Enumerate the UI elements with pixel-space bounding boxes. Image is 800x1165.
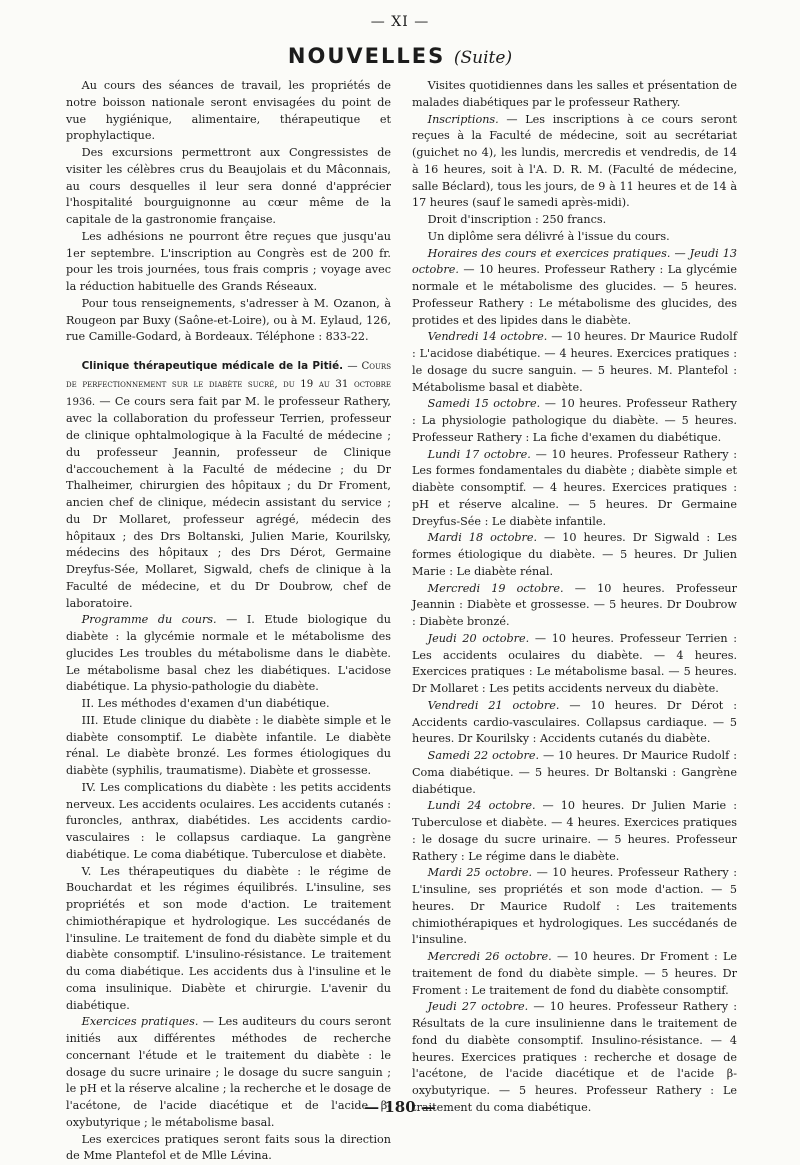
paragraph-diplome: Un diplôme sera délivré à l'issue du cours. [412,229,737,246]
running-head: — XI — [0,14,800,30]
inscriptions-text: — Les inscriptions à ce cours seront reçues à la Faculté de médecine, soit au secrétariat (guichet no 4), les lundis, mercredis et vendredis, de 14 à 16 heures, soit à l'A. D. R. M. (Faculté de médecine, salle Béclard), tous les jours, de 9 à 11 heures et de 14 à 17 heures (sauf le samedi après-midi). [412,113,737,210]
schedule-entry [412,748,737,798]
schedule-date: Mardi 18 octobre. [428,531,537,544]
schedule-text: — 10 heures. Dr Sigwald : Les formes étiologique du diabète. — 5 heures. Dr Julien Marie : Le diabète rénal. [412,531,737,578]
schedule-text: — 10 heures. Professeur Rathery : La physiologie pathologique du diabète. — 5 heures. Professeur Rathery : La fiche d'examen du diabétique. [412,397,737,444]
schedule-date: Samedi 15 octobre. [428,397,541,410]
schedule-date: Mardi 25 octobre. [428,866,532,879]
page-title [0,44,800,68]
paragraph-clinique [66,358,391,612]
paragraph-visites: Visites quotidiennes dans les salles et présentation de malades diabétiques par le professeur Rathery. [412,78,737,112]
schedule-text: — 10 heures. Professeur Terrien : Les accidents oculaires du diabète. — 4 heures. Exercices pratiques : Le métabolisme basal. — 5 heures. Dr Mollaret : Les petits accidents nerveux du diabète. [412,632,737,695]
schedule-entry [412,798,737,865]
exercices-text: — Les auditeurs du cours seront initiés aux différentes méthodes de recherche concernant l'étude et le traitement du diabète : le dosage du sucre urinaire ; le dosage du sucre sanguin ; le pH et la réserve alcaline ; la recherche et le dosage de l'acétone, de l'acide diacétique et de l'acide β-oxybutyrique ; le métabolisme basal. [66,1015,391,1129]
schedule-entry [412,698,737,748]
schedule-entry [412,447,737,531]
paragraph-boisson: Au cours des séances de travail, les propriétés de notre boisson nationale seront envisagées du point de vue hygiénique, alimentaire, thérapeutique et prophylactique. [66,78,391,145]
schedule-text: — 10 heures. Professeur Jeannin : Diabète et grossesse. — 5 heures. Dr Doubrow : Diabète bronzé. [412,582,737,629]
right-column [412,78,737,1117]
programme-item-v: V. Les thérapeutiques du diabète : le régime de Bouchardat et les régimes équilibrés. L'insuline, ses propriétés et son mode d'action. Le traitement chimiothérapique et hydrologique. Les succédanés de l'insuline. Le traitement de fond du diabète simple et du diabète consomptif. L'insulino-résistance. Le traitement du coma diabétique. Les accidents dus à l'insuline et le coma insulinique. Diabète et chirurgie. L'avenir du diabétique. [66,864,391,1015]
inscriptions-label: Inscriptions. [428,113,499,126]
schedule-entry [412,581,737,631]
programme-text: — I. Etude biologique du diabète : la glycémie normale et le métabolisme des glucides Les troubles du métabolisme dans le diabète. Le métabolisme basal chez les diabétiques. L'acidose diabétique. La physio-pathologie du diabète. [66,613,391,693]
programme-label: Programme du cours. [82,613,217,626]
horaires-label: Horaires des cours et exercices pratiques. — Jeudi 13 octobre. [412,247,737,277]
paragraph-adhesions: Les adhésions ne pourront être reçues que jusqu'au 1er septembre. L'inscription au Congrès est de 200 fr. pour les trois journées, tous frais compris ; voyage avec la réduction habituelle des Grands Réseaux. [66,229,391,296]
schedule-text: — 10 heures. Professeur Rathery : L'insuline, ses propriétés et son mode d'action. — 5 heures. Dr Maurice Rudolf : Les traitements chimiothérapiques et hydrologiques. Les succédanés de l'insuline. [412,866,737,946]
schedule-entry [412,631,737,698]
schedule-entry [412,329,737,396]
schedule-entry [412,865,737,949]
schedule-entry [412,949,737,999]
schedule-date: Mercredi 26 octobre. [428,950,552,963]
schedule-text: — 10 heures. Professeur Rathery : Résultats de la cure insulinienne dans le traitement de fond du diabète consomptif. Insulino-résistance. — 4 heures. Exercices pratiques : recherche et dosage de l'acétone, de l'acide diacétique et de l'acide β-oxybutyrique. — 5 heures. Professeur Rathery : Le traitement du coma diabétique. [412,1000,737,1114]
schedule-text: — 10 heures. Dr Maurice Rudolf : Coma diabétique. — 5 heures. Dr Boltanski : Gangrène diabétique. [412,749,737,796]
section-title-suffix: (Suite) [454,48,512,68]
schedule-text: — 10 heures. Dr Maurice Rudolf : L'acidose diabétique. — 4 heures. Exercices pratiques : le dosage du sucre sanguin. — 5 heures. M. Plantefol : Métabolisme basal et diabète. [412,330,737,393]
schedule-date: Vendredi 21 octobre. [428,699,560,712]
paragraph-droit: Droit d'inscription : 250 francs. [412,212,737,229]
section-title: NOUVELLES [288,44,445,68]
paragraph-inscriptions [412,112,737,213]
programme-item-iv: IV. Les complications du diabète : les petits accidents nerveux. Les accidents oculaires. Les accidents cutanés : furoncles, anthrax, diabétides. Les accidents cardio-vasculaires : le collapsus cardiaque. La gangrène diabétique. Le coma diabétique. Tuberculose et diabète. [66,780,391,864]
schedule-date: Lundi 24 octobre. [428,799,536,812]
clinique-heading: Clinique thérapeutique médicale de la Pitié. [82,360,343,372]
horaires-text: — 10 heures. Professeur Rathery : La glycémie normale et le métabolisme des glucides. — 5 heures. Professeur Rathery : Le métabolisme des glucides, des protides et des lipides dans le diabète. [412,263,737,326]
clinique-course-title: — Cours de perfectionnement sur le diabète sucré, du 19 au 31 octobre 1936. [66,361,391,408]
schedule-text: — 10 heures. Dr Dérot : Accidents cardio-vasculaires. Collapsus cardiaque. — 5 heures. Dr Kourilsky : Accidents cutanés du diabète. [412,699,737,746]
schedule-date: Samedi 22 octobre. [428,749,539,762]
exercices-label: Exercices pratiques. [82,1015,199,1028]
schedule-text: — 10 heures. Dr Julien Marie : Tuberculose et diabète. — 4 heures. Exercices pratiques : le dosage du sucre urinaire. — 5 heures. Professeur Rathery : Le régime dans le diabète. [412,799,737,862]
paragraph-programme [66,612,391,696]
paragraph-renseignements: Pour tous renseignements, s'adresser à M. Ozanon, à Rougeon par Buxy (Saône-et-Loire), ou à M. Eylaud, 126, rue Camille-Godard, à Bordeaux. Téléphone : 833-22. [66,296,391,346]
schedule-entry [412,396,737,446]
paragraph-horaires [412,246,737,330]
clinique-text: — Ce cours sera fait par M. le professeur Rathery, avec la collaboration du professeur Terrien, professeur de clinique ophtalmologique à la Faculté de médecine ; du professeur Jeannin, professeur de Clinique d'accouchement à la Faculté de médecine ; du Dr Thalheimer, chirurgien des hôpitaux ; du Dr Froment, ancien chef de clinique, médecin assistant du service ; du Dr Mollaret, professeur agrégé, médecin des hôpitaux ; des Drs Boltanski, Julien Marie, Kourilsky, médecins des hôpitaux ; des Drs Dérot, Germaine Dreyfus-Sée, Mollaret, Sigwald, chefs de clinique à la Faculté de médecine, et du Dr Doubrow, chef de laboratoire. [66,395,391,610]
schedule-date: Mercredi 19 octobre. [428,582,564,595]
page-number: — 180 — [0,1098,800,1116]
schedule-text: — 10 heures. Dr Froment : Le traitement de fond du diabète simple. — 5 heures. Dr Froment : Le traitement de fond du diabète consomptif. [412,950,737,997]
schedule-date: Vendredi 14 octobre. [428,330,548,343]
schedule-text: — 10 heures. Professeur Rathery : Les formes fondamentales du diabète ; diabète simple et diabète consomptif. — 4 heures. Exercices pratiques : pH et réserve alcaline. — 5 heures. Dr Germaine Dreyfus-Sée : Le diabète infantile. [412,448,737,528]
schedule-entry [412,530,737,580]
schedule-date: Lundi 17 octobre. [428,448,531,461]
schedule-date: Jeudi 27 octobre. [428,1000,529,1013]
paragraph-excursions: Des excursions permettront aux Congressistes de visiter les célèbres crus du Beaujolais et du Mâconnais, au cours desquelles il leur sera donné d'apprécier l'hospitalité bourguignonne au cœur même de la capitale de la gastronomie française. [66,145,391,229]
paragraph-direction: Les exercices pratiques seront faits sous la direction de Mme Plantefol et de Mlle Lévina. [66,1132,391,1165]
programme-item-iii: III. Etude clinique du diabète : le diabète simple et le diabète consomptif. Le diabète infantile. Le diabète rénal. Le diabète bronzé. Les formes étiologiques du diabète (syphilis, traumatisme). Diabète et grossesse. [66,713,391,780]
programme-item-ii: II. Les méthodes d'examen d'un diabétique. [66,696,391,713]
schedule-date: Jeudi 20 octobre. [428,632,530,645]
left-column [66,78,391,1165]
